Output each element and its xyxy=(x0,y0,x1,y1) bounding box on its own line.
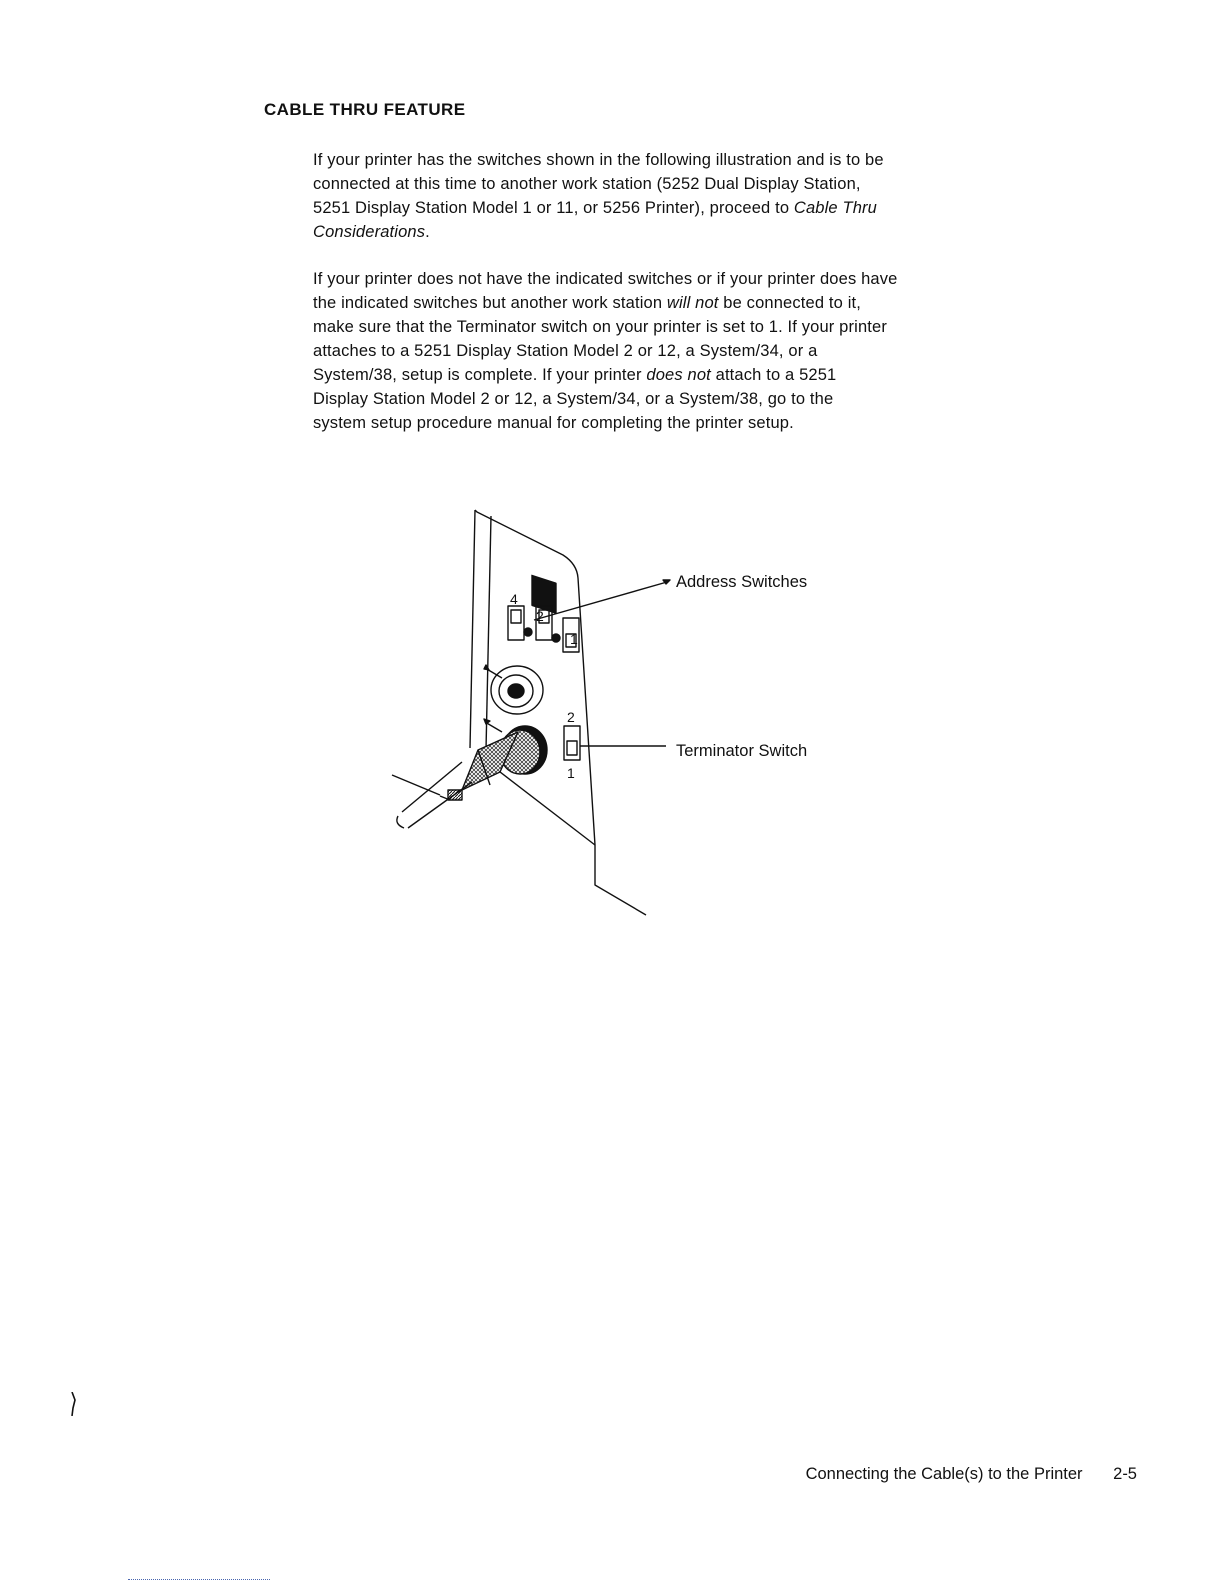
paragraph-intro xyxy=(313,148,993,244)
terminator-position-1: 1 xyxy=(567,765,575,781)
text-line: If your printer does not have the indicated switches or if your printer does have xyxy=(313,270,898,288)
text-run: System/38, setup is complete. If your printer xyxy=(313,366,647,384)
emphasis-does-not: does not xyxy=(646,366,711,384)
text-run: be connected to it, xyxy=(718,294,861,312)
text-run: 5251 Display Station Model 1 or 11, or 5256 Printer), proceed to xyxy=(313,199,794,217)
text-line xyxy=(313,363,993,387)
terminator-position-2: 2 xyxy=(567,709,575,725)
panel-inner-edge xyxy=(486,516,491,750)
text-line xyxy=(313,220,993,244)
page-number: 2-5 xyxy=(1113,1465,1137,1483)
text-line: If your printer has the switches shown in the following illustration and is to be xyxy=(313,151,884,169)
text-line xyxy=(313,291,993,315)
text-run: . xyxy=(425,223,430,241)
printer-panel-drawing xyxy=(380,500,860,930)
text-line: connected at this time to another work station (5252 Dual Display Station, xyxy=(313,175,861,193)
terminator-switch xyxy=(564,726,580,760)
binding-mark xyxy=(71,1392,76,1416)
cable-thru-reference: Cable Thru xyxy=(793,199,878,217)
emphasis-will-not: will not xyxy=(666,294,719,312)
address-switch-number-2: 2 xyxy=(536,608,544,624)
address-switch-number-4: 4 xyxy=(510,591,518,607)
section-heading: CABLE THRU FEATURE xyxy=(264,100,466,119)
lower-cable-connector xyxy=(392,719,547,828)
terminator-switch-label: Terminator Switch xyxy=(676,742,808,760)
considerations-reference: Considerations xyxy=(313,223,426,241)
printer-switch-illustration xyxy=(380,500,860,930)
panel-front-edge xyxy=(470,510,475,748)
paragraph-instructions xyxy=(313,267,993,435)
panel-outline xyxy=(475,510,646,915)
text-line xyxy=(313,196,993,220)
text-line: system setup procedure manual for completing the printer setup. xyxy=(313,414,794,432)
text-run: the indicated switches but another work station xyxy=(313,294,667,312)
text-line: Display Station Model 2 or 12, a System/34, or a System/38, go to the xyxy=(313,390,834,408)
text-run: attach to a 5251 xyxy=(710,366,837,384)
bottom-rule xyxy=(128,1579,270,1580)
address-switch-number-1: 1 xyxy=(570,631,578,647)
text-line: make sure that the Terminator switch on your printer is set to 1. If your printer xyxy=(313,318,888,336)
upper-cable-connector xyxy=(484,665,543,714)
text-line: attaches to a 5251 Display Station Model 2 or 12, a System/34, or a xyxy=(313,342,818,360)
footer-section-title: Connecting the Cable(s) to the Printer xyxy=(805,1465,1083,1483)
address-switches-label: Address Switches xyxy=(676,573,808,591)
page-footer xyxy=(806,1465,1137,1484)
